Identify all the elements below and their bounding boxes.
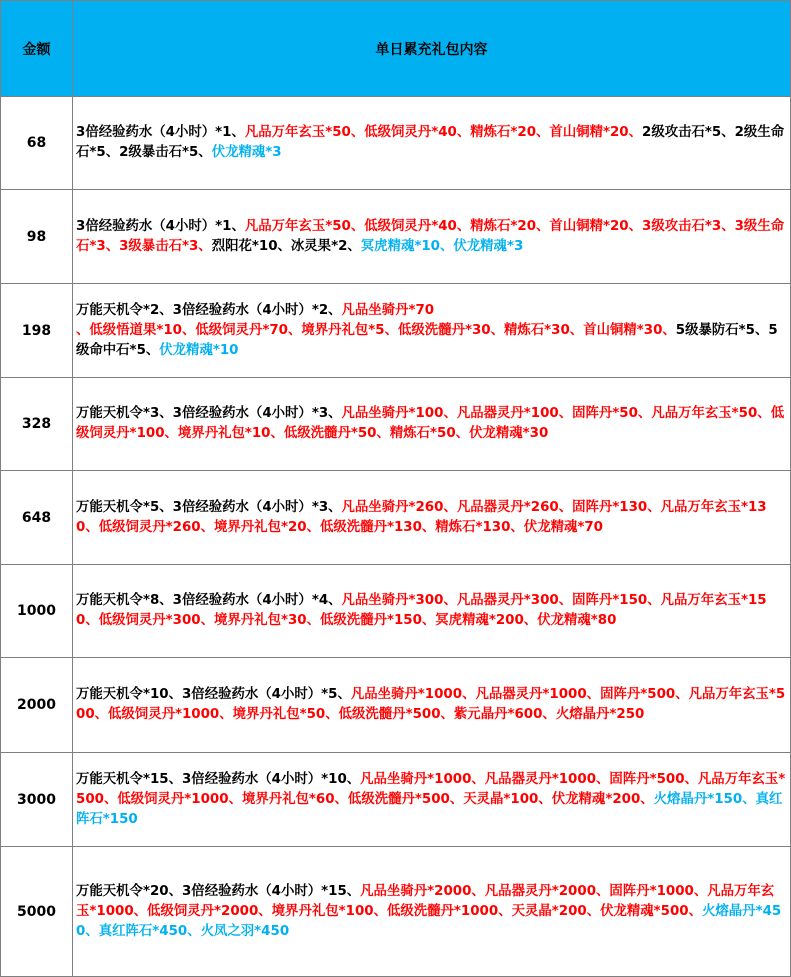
amount-cell: 1000 bbox=[1, 565, 73, 658]
table-row bbox=[1, 284, 791, 378]
content-cell bbox=[73, 753, 791, 847]
item-segment-red: 凡品坐骑丹*2000、凡品器灵丹*2000、固阵丹*1000、凡品万年玄玉*1000、低级饲灵丹*2000、境界丹礼包*100、低级洗髓丹*1000、天灵晶*200、伏龙精魂*500、 bbox=[76, 883, 775, 919]
item-segment-red: 凡品万年玄玉*50、低级饲灵丹*40、精炼石*20、首山铜精*20、 bbox=[244, 125, 643, 140]
amount-cell: 98 bbox=[1, 190, 73, 284]
table-body bbox=[1, 97, 791, 977]
item-segment-black: 万能天机令*5、3倍经验药水（4小时）*3、 bbox=[76, 499, 342, 515]
table-row bbox=[1, 97, 791, 190]
content-cell bbox=[73, 658, 791, 753]
content-cell bbox=[73, 471, 791, 565]
amount-cell: 328 bbox=[1, 378, 73, 471]
content-cell bbox=[73, 565, 791, 658]
item-segment-black: 3倍经验药水（4小时）*1、 bbox=[76, 218, 245, 234]
item-segment-red: 凡品坐骑丹*260、凡品器灵丹*260、固阵丹*130、凡品万年玄玉*130、低级饲灵丹*260、境界丹礼包*20、低级洗髓丹*130、精炼石*130、伏龙精魂*70 bbox=[76, 499, 767, 535]
table-row bbox=[1, 190, 791, 284]
item-segment-black: 万能天机令*10、3倍经验药水（4小时）*5、 bbox=[76, 687, 351, 702]
item-segment-black: 3倍经验药水（4小时）*1、 bbox=[76, 125, 245, 140]
header-content: 单日累充礼包内容 bbox=[73, 1, 791, 97]
amount-cell: 648 bbox=[1, 471, 73, 565]
table-row bbox=[1, 565, 791, 658]
item-segment-black: 万能天机令*3、3倍经验药水（4小时）*3、 bbox=[76, 406, 342, 421]
amount-cell: 3000 bbox=[1, 753, 73, 847]
item-segment-black: 2级攻击石*5、2级生命石*5、2级暴击石*5、 bbox=[76, 125, 785, 160]
item-segment-red: 凡品坐骑丹*1000、凡品器灵丹*1000、固阵丹*500、凡品万年玄玉*500、低级饲灵丹*1000、境界丹礼包*60、低级洗髓丹*500、天灵晶*100、伏龙精魂*200、 bbox=[76, 771, 786, 807]
item-segment-red: 、低级悟道果*10、低级饲灵丹*70、境界丹礼包*5、低级洗髓丹*30、精炼石*30、首山铜精*30、 bbox=[76, 322, 676, 338]
item-segment-black: 烈阳花*10、冰灵果*2、 bbox=[211, 238, 361, 254]
item-segment-blue: 伏龙精魂*3 bbox=[211, 145, 282, 160]
table-row bbox=[1, 378, 791, 471]
item-segment-red: 凡品坐骑丹*70 bbox=[341, 302, 435, 318]
table-row bbox=[1, 847, 791, 977]
table-row bbox=[1, 753, 791, 847]
item-segment-black: 万能天机令*15、3倍经验药水（4小时）*10、 bbox=[76, 771, 361, 787]
table-row bbox=[1, 471, 791, 565]
amount-cell: 198 bbox=[1, 284, 73, 378]
header-amount: 金额 bbox=[1, 1, 73, 97]
item-segment-red: 凡品坐骑丹*300、凡品器灵丹*300、固阵丹*150、凡品万年玄玉*150、低级饲灵丹*300、境界丹礼包*30、低级洗髓丹*150、冥虎精魂*200、伏龙精魂*80 bbox=[76, 593, 767, 628]
item-segment-blue: 伏龙精魂*10 bbox=[159, 342, 239, 358]
amount-cell: 5000 bbox=[1, 847, 73, 977]
item-segment-black: 万能天机令*20、3倍经验药水（4小时）*15、 bbox=[76, 883, 361, 899]
amount-cell: 2000 bbox=[1, 658, 73, 753]
item-segment-black: 万能天机令*2、3倍经验药水（4小时）*2、 bbox=[76, 302, 342, 318]
item-segment-black: 万能天机令*8、3倍经验药水（4小时）*4、 bbox=[76, 593, 342, 608]
table-row bbox=[1, 658, 791, 753]
item-segment-blue: 冥虎精魂*10、伏龙精魂*3 bbox=[360, 238, 524, 254]
content-cell bbox=[73, 378, 791, 471]
item-segment-red: 凡品坐骑丹*1000、凡品器灵丹*1000、固阵丹*500、凡品万年玄玉*500、低级饲灵丹*1000、境界丹礼包*50、低级洗髓丹*500、紫元晶丹*600、火熔晶丹*250 bbox=[76, 687, 786, 722]
header-row bbox=[1, 1, 791, 97]
item-segment-blue: 火熔晶丹*450、真红阵石*450、火凤之羽*450 bbox=[76, 903, 782, 939]
content-cell bbox=[73, 97, 791, 190]
content-cell bbox=[73, 284, 791, 378]
item-segment-red: 凡品坐骑丹*100、凡品器灵丹*100、固阵丹*50、凡品万年玄玉*50、低级饲灵丹*100、境界丹礼包*10、低级洗髓丹*50、精炼石*50、伏龙精魂*30 bbox=[76, 406, 785, 441]
content-cell bbox=[73, 847, 791, 977]
item-segment-red: 凡品万年玄玉*50、低级饲灵丹*40、精炼石*20、首山铜精*20、3级攻击石*3、3级生命石*3、3级暴击石*3、 bbox=[76, 218, 785, 254]
item-segment-black: 5级暴防石*5、5级命中石*5、 bbox=[76, 322, 778, 358]
item-segment-blue: 火熔晶丹*150、真红阵石*150 bbox=[76, 791, 783, 827]
content-cell bbox=[73, 190, 791, 284]
amount-cell: 68 bbox=[1, 97, 73, 190]
